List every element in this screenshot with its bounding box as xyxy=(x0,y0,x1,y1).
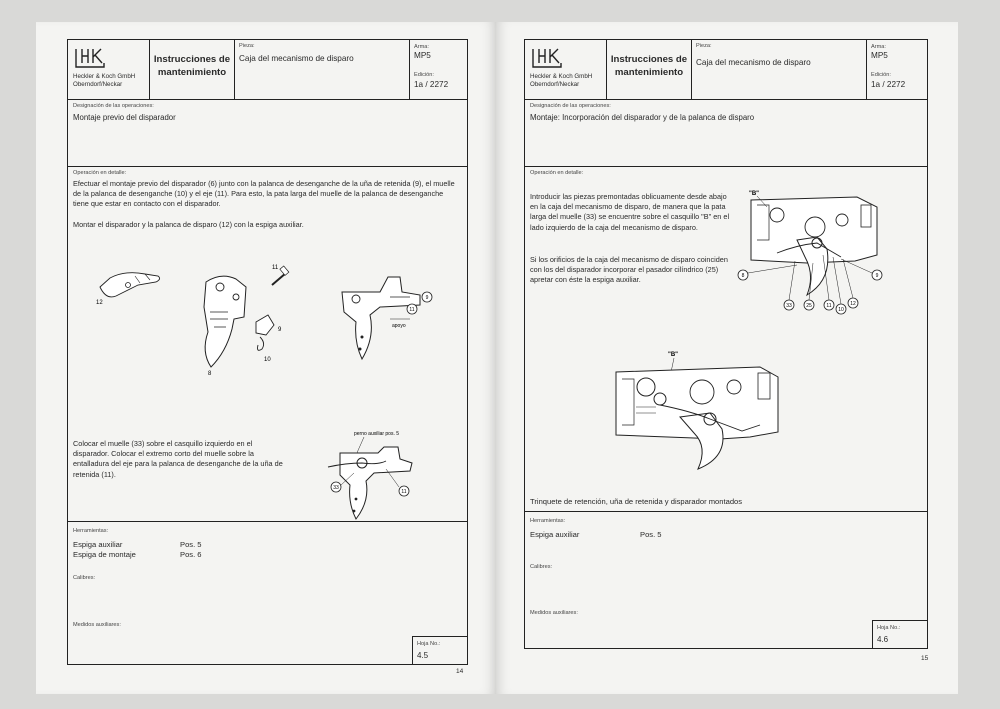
left-designacion-row xyxy=(68,100,467,167)
left-logo-cell xyxy=(68,40,150,99)
fig-circle-label-9: 9 xyxy=(425,295,429,301)
housing-insert-drawing xyxy=(737,185,887,315)
right-paragraph-2: Si los orificios de la caja del mecanismo de disparo coinciden con los del disparador incorporar el pasador cilíndrico (25) apretar con éste la espiga auxiliar. xyxy=(530,255,728,285)
right-designacion-row xyxy=(525,100,927,167)
fig-circle-label-33: 33 xyxy=(333,485,339,491)
right-company-city: Oberndorf/Neckar xyxy=(530,81,580,88)
right-page-number: 15 xyxy=(921,655,929,662)
left-pieza-value: Caja del mecanismo de disparo xyxy=(239,54,354,63)
right-title-cell xyxy=(607,40,692,99)
trigger-lever-drawing xyxy=(90,252,165,307)
left-header xyxy=(68,40,467,100)
left-company-block xyxy=(73,73,135,89)
housing-assembled-drawing xyxy=(610,347,785,472)
left-tool-name-1: Espiga auxiliar xyxy=(73,540,123,549)
fig-label-9: 9 xyxy=(278,327,282,333)
fig-label-b-top: "B" xyxy=(749,191,760,197)
fig-label-apoyo: apoyo xyxy=(392,323,406,329)
fig-label-b-bottom: "B" xyxy=(668,352,679,358)
left-tool-name-2: Espiga de montaje xyxy=(73,550,136,559)
left-company-name: Heckler & Koch GmbH xyxy=(73,73,136,80)
right-edicion-label: Edición: xyxy=(871,72,891,78)
right-page xyxy=(496,22,958,694)
left-arma-value: MP5 xyxy=(414,51,431,60)
left-arma-cell xyxy=(410,40,467,99)
left-pieza-label: Pieza: xyxy=(239,43,255,49)
left-company-city: Oberndorf/Neckar xyxy=(73,81,123,88)
left-page-number: 14 xyxy=(456,668,464,675)
left-herramientas-label: Herramientas: xyxy=(73,528,109,534)
hk-logo-icon xyxy=(530,47,564,69)
fig-label-12: 12 xyxy=(96,300,103,306)
open-manual xyxy=(36,22,958,694)
right-designacion-label: Designación de las operaciones: xyxy=(530,103,611,109)
right-medidos-label: Medidos auxiliares: xyxy=(530,610,578,616)
right-company-name: Heckler & Koch GmbH xyxy=(530,73,593,80)
fig-circle-11: 11 xyxy=(826,303,832,309)
right-tools-row xyxy=(525,512,927,650)
left-paragraph-1: Efectuar el montaje previo del disparador (6) junto con la palanca de desenganche de la uña de retenida (9), el muelle de la palanca de desenganche (10) y el eje (11). Para esto, la pata larga del muelle de la palanca de desenganche tiene que estar en contacto con el disparador. xyxy=(73,179,455,209)
left-designacion-label: Designación de las operaciones: xyxy=(73,103,154,109)
left-medidos-label: Medidos auxiliares: xyxy=(73,622,121,628)
fig-label-10: 10 xyxy=(264,357,271,363)
right-hoja-label: Hoja No.: xyxy=(877,625,901,631)
fig-circle-9: 9 xyxy=(875,273,879,279)
left-calibres-label: Calibres: xyxy=(73,575,96,581)
right-tool-pos-1: Pos. 5 xyxy=(640,530,662,539)
right-pieza-value: Caja del mecanismo de disparo xyxy=(696,58,811,67)
right-pieza-label: Pieza: xyxy=(696,43,712,49)
left-pieza-cell xyxy=(235,40,410,99)
left-doc-title: Instrucciones de mantenimiento xyxy=(153,54,231,78)
left-designacion-value: Montaje previo del disparador xyxy=(73,113,176,122)
right-designacion-value: Montaje: Incorporación del disparador y de la palanca de disparo xyxy=(530,113,755,122)
left-detalle-label: Operación en detalle: xyxy=(73,170,127,176)
right-calibres-label: Calibres: xyxy=(530,564,553,570)
right-arma-label: Arma: xyxy=(871,44,886,50)
fig-circle-33: 33 xyxy=(786,303,792,309)
left-page xyxy=(36,22,496,694)
right-detalle-label: Operación en detalle: xyxy=(530,170,584,176)
fig-circle-12: 12 xyxy=(850,301,856,307)
right-figure-caption: Trinquete de retención, uña de retenida y disparador montados xyxy=(530,497,743,506)
left-arma-label: Arma: xyxy=(414,44,429,50)
right-tool-name-1: Espiga auxiliar xyxy=(530,530,580,539)
right-herramientas-label: Herramientas: xyxy=(530,518,566,524)
left-edicion-label: Edición: xyxy=(414,72,434,78)
trigger-assembled-drawing xyxy=(340,267,440,362)
spring-mount-drawing xyxy=(326,425,441,520)
right-company-block xyxy=(530,73,592,89)
right-form-sheet xyxy=(524,39,928,649)
right-arma-cell xyxy=(867,40,927,99)
right-logo-cell xyxy=(525,40,607,99)
left-title-cell xyxy=(150,40,235,99)
fig-circle-label-11b: 11 xyxy=(401,489,407,495)
left-paragraph-2: Montar el disparador y la palanca de disparo (12) con la espiga auxiliar. xyxy=(73,220,304,229)
left-detalle-row xyxy=(68,167,467,522)
left-hoja-label: Hoja No.: xyxy=(417,641,441,647)
fig-label-perno: perno auxiliar pos. 5 xyxy=(354,431,400,437)
fig-label-8: 8 xyxy=(208,371,212,377)
left-hoja-box xyxy=(412,636,467,664)
left-tools-row xyxy=(68,522,467,666)
fig-label-11: 11 xyxy=(272,265,279,271)
left-paragraph-3: Colocar el muelle (33) sobre el casquillo izquierdo en el disparador. Colocar el extremo corto del muelle sobre la entalladura del eje para la palanca de desenganche de la uña de retenida (11). xyxy=(73,439,283,479)
right-paragraph-1: Introducir las piezas premontadas oblicuamente desde abajo en la caja del mecanismo de disparo, de manera que la pata larga del muelle (33) se encuentre sobre el casquillo "B" en el lado izquierdo de la caja del mecanismo de disparo. xyxy=(530,192,730,232)
fig-circle-10: 10 xyxy=(838,307,844,313)
left-edicion-value: 1a / 2272 xyxy=(414,80,449,89)
left-hoja-value: 4.5 xyxy=(417,651,429,660)
right-edicion-value: 1a / 2272 xyxy=(871,80,906,89)
right-doc-title: Instrucciones de mantenimiento xyxy=(610,54,688,78)
hk-logo-icon xyxy=(73,47,107,69)
left-form-sheet xyxy=(67,39,468,665)
fig-circle-25: 25 xyxy=(806,303,812,309)
trigger-exploded-drawing xyxy=(186,257,296,377)
left-tool-pos-2: Pos. 6 xyxy=(180,550,202,559)
fig-circle-label-11: 11 xyxy=(409,307,415,313)
right-arma-value: MP5 xyxy=(871,51,888,60)
right-hoja-box xyxy=(872,620,927,648)
fig-circle-8: 8 xyxy=(741,273,745,279)
right-detalle-row xyxy=(525,167,927,512)
right-pieza-cell xyxy=(692,40,867,99)
right-hoja-value: 4.6 xyxy=(877,635,889,644)
left-tool-pos-1: Pos. 5 xyxy=(180,540,202,549)
right-header xyxy=(525,40,927,100)
